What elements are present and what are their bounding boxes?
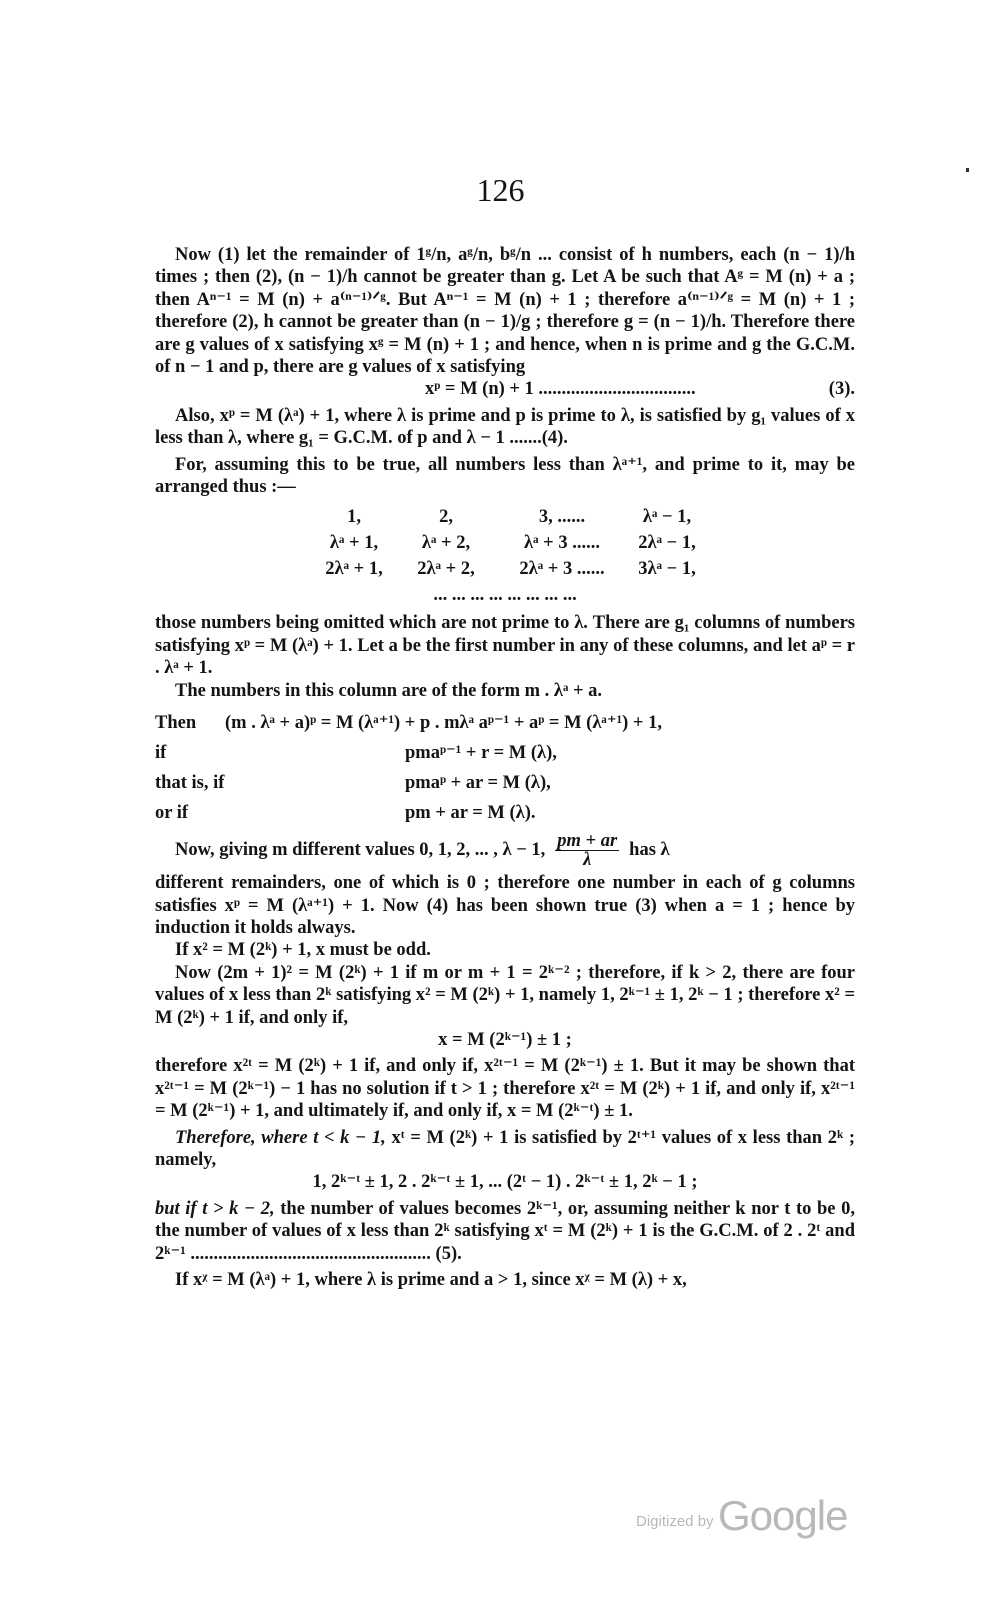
paragraph-10 (155, 1127, 855, 1172)
paragraph-12: If xᵡ = M (λᵃ) + 1, where λ is prime and a > 1, since xᵡ = M (λ) + x, (175, 1270, 687, 1290)
arrangement-cell: λᵃ + 3 ...... (524, 533, 600, 554)
or-if-line (155, 798, 855, 828)
fraction-denominator: λ (583, 849, 592, 870)
equation-list: 1, 2ᵏ⁻ᵗ ± 1, 2 . 2ᵏ⁻ᵗ ± 1, ... (2ᵗ − 1) . 2ᵏ⁻ᵗ ± 1, 2ᵏ − 1 ; (312, 1172, 698, 1193)
then-label: Then (155, 713, 197, 734)
paragraph-7: If x² = M (2ᵏ) + 1, x must be odd. (175, 940, 431, 961)
paragraph-10-rest: xᵗ = M (2ᵏ) + 1 is satisfied by 2ᵗ⁺¹ values of x less than 2ᵏ ; namely, (155, 1127, 855, 1170)
equation-3-number: (3). (828, 379, 855, 400)
paragraph-5: The numbers in this column are of the form m . λᵃ + a. (175, 680, 603, 701)
that-is-label: that is, if (155, 773, 225, 794)
values-line (155, 828, 855, 872)
if-expression: pmaᵖ⁻¹ + r = M (λ), (405, 743, 557, 764)
paragraph-9: therefore x²ᵗ = M (2ᵏ) + 1 if, and only if, x²ᵗ⁻¹ = M (2ᵏ⁻¹) ± 1. But it may be shown that x²ᵗ⁻¹ = M (2ᵏ⁻¹) − 1 has no solution if t > 1 ; therefore x²ᵗ = M (2ᵏ) + 1 if, and only if, x²ᵗ⁻¹ = M (2ᵏ⁻¹) + 1, and ultimately if, and only if, x = M (2ᵏ⁻ᵗ) ± 1. (155, 1056, 855, 1122)
paragraph-2: Also, xᵖ = M (λᵃ) + 1, where λ is prime and p is prime to λ, is satisfied by g₁ values of x less than λ, where g₁ = G.C.M. of p and λ − 1 .......(4). (155, 405, 855, 449)
values-text: Now, giving m different values 0, 1, 2, ... , λ − 1, (175, 839, 546, 860)
number-arrangement (155, 504, 855, 608)
paragraph-3: For, assuming this to be true, all numbers less than λᵃ⁺¹, and prime to it, may be arranged thus :— (155, 454, 855, 498)
if-line (155, 738, 855, 768)
arrangement-cell: 3, ...... (538, 507, 586, 528)
arrangement-cell: λᵃ − 1, (642, 507, 692, 528)
arrangement-cell: 3λᵃ − 1, (638, 559, 696, 580)
arrangement-row-3 (155, 556, 855, 582)
then-expression: (m . λᵃ + a)ᵖ = M (λᵃ⁺¹) + p . mλᵃ aᵖ⁻¹ + aᵖ = M (λᵃ⁺¹) + 1, (225, 713, 662, 734)
paragraph-4: those numbers being omitted which are not prime to λ. There are g₁ columns of numbers satisfying xᵖ = M (λᵃ) + 1. Let a be the first number in any of these columns, and let aᵖ = r . λᵃ + 1. (155, 613, 855, 679)
equation-3 (155, 378, 855, 400)
arrangement-cell: 2λᵃ + 3 ...... (519, 559, 605, 580)
equation-3-expression: xᵖ = M (n) + 1 .................................. (425, 379, 696, 400)
paragraph-11-italic: but if t > k − 2, (155, 1198, 275, 1219)
paragraph-10-italic: Therefore, where t < k − 1, (175, 1127, 386, 1148)
arrangement-row-1 (155, 504, 855, 530)
paragraph-8: Now (2m + 1)² = M (2ᵏ) + 1 if m or m + 1 = 2ᵏ⁻² ; therefore, if k > 2, there are four values of x less than 2ᵏ satisfying x² = M (2ᵏ) + 1, namely 1, 2ᵏ⁻¹ ± 1, 2ᵏ − 1 ; therefore x² = M (2ᵏ) + 1 if, and only if, (155, 962, 855, 1028)
paragraph-1: Now (1) let the remainder of 1ᵍ/n, aᵍ/n, bᵍ/n ... consist of h numbers, each (n − 1)/h times ; then (2), (n − 1)/h cannot be greater than g. Let A be such that Aᵍ = M (n) + a ; then Aⁿ⁻¹ = M (n) + a⁽ⁿ⁻¹⁾ᐟᵍ. But Aⁿ⁻¹ = M (n) + 1 ; therefore a⁽ⁿ⁻¹⁾ᐟᵍ = M (n) + 1 ; therefore (2), h cannot be greater than (n − 1)/g ; therefore g = (n − 1)/h. Therefore there are g values of x satisfying xᵍ = M (n) + 1 ; and hence, when n is prime and g the G.C.M. of n − 1 and p, there are g values of x satisfying (155, 245, 855, 378)
arrangement-row-ellipsis (155, 582, 855, 608)
arrangement-row-2 (155, 530, 855, 556)
watermark-small-text: Digitized by (636, 1513, 714, 1530)
google-logo: Google (718, 1492, 848, 1539)
arrangement-cell: λᵃ + 2, (421, 533, 471, 554)
arrangement-cell: 1, (347, 507, 361, 528)
paragraph-6: different remainders, one of which is 0 ; therefore one number in each of g columns satisfies xᵖ = M (λᵃ⁺¹) + 1. Now (4) has been shown true (3) when a = 1 ; hence by induction it holds always. (155, 873, 855, 938)
digitized-watermark (636, 1492, 847, 1540)
values-text-end: has λ (629, 839, 670, 860)
arrangement-ellipsis: ... ... ... ... ... ... ... ... (433, 585, 577, 606)
page-number: 126 (476, 172, 525, 208)
page-body (155, 244, 855, 1291)
or-if-label: or if (155, 803, 189, 824)
arrangement-cell: λᵃ + 1, (329, 533, 379, 554)
arrangement-cell: 2, (439, 507, 453, 528)
arrangement-cell: 2λᵃ − 1, (638, 533, 696, 554)
paragraph-11 (155, 1198, 855, 1265)
fraction (555, 832, 619, 869)
that-is-expression: pmaᵖ + ar = M (λ), (405, 773, 551, 794)
fraction-numerator: pm + ar (557, 830, 618, 851)
arrangement-cell: 2λᵃ + 2, (417, 559, 475, 580)
arrangement-cell: 2λᵃ + 1, (325, 559, 383, 580)
paragraph-11-rest: the number of values becomes 2ᵏ⁻¹, or, assuming neither k nor t to be 0, the number of values of x less than 2ᵏ satisfying xᵗ = M (2ᵏ) + 1 is the G.C.M. of 2 . 2ᵗ and 2ᵏ⁻¹ .................................................... (5). (155, 1198, 855, 1264)
then-line (155, 708, 855, 738)
equation-mid: x = M (2ᵏ⁻¹) ± 1 ; (438, 1029, 572, 1050)
that-is-line (155, 768, 855, 798)
if-label: if (155, 743, 167, 764)
or-if-expression: pm + ar = M (λ). (405, 803, 536, 824)
